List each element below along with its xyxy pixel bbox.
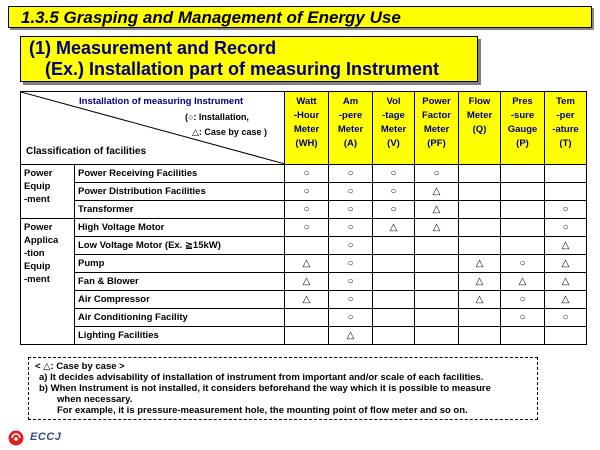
facility-name: Transformer [75,201,285,219]
column-header-line: (V) [387,138,400,149]
column-header-line: -per [556,110,575,121]
facility-name: High Voltage Motor [75,219,285,237]
mark-cell [373,309,415,327]
mark-cell [545,183,587,201]
column-header-line: Meter [337,124,364,135]
column-header-line: (P) [516,138,529,149]
mark-cell: ○ [285,219,329,237]
mark-cell: ○ [501,309,545,327]
column-header-line: Vol [386,96,401,107]
mark-cell: △ [285,273,329,291]
note-a: a) It decides advisability of installation of instrument from important and/or scale of each facilities. [39,372,484,383]
column-header-line: (PF) [427,138,446,149]
mark-cell [501,219,545,237]
facility-name: Air Conditioning Facility [75,309,285,327]
column-header-line: Meter [466,110,493,121]
group-label-line: Applica [24,235,59,246]
mark-cell [501,327,545,345]
note-heading: < △: Case by case > [35,361,125,372]
mark-cell: △ [285,291,329,309]
mark-cell: △ [545,237,587,255]
table-row [21,219,587,237]
mark-cell [415,255,459,273]
mark-cell: ○ [501,255,545,273]
legend-case-by-case: △: Case by case ) [192,127,267,137]
mark-cell [415,309,459,327]
mark-cell: △ [545,273,587,291]
group-label-line: Equip [24,261,51,272]
column-header-line: Flow [468,96,491,107]
facility-name: Lighting Facilities [75,327,285,345]
note-b-cont: when necessary. [57,394,133,405]
mark-cell: ○ [415,165,459,183]
header-diagonal-cell [21,92,285,165]
column-header-line: Gauge [507,124,538,135]
group-label-line: -ment [24,194,50,205]
column-header-line: Am [342,96,359,107]
column-header-line: -tage [382,110,405,121]
mark-cell [415,273,459,291]
column-header-2 [373,92,415,165]
mark-cell: ○ [329,165,373,183]
column-header-1 [329,92,373,165]
mark-cell [459,237,501,255]
mark-cell [285,309,329,327]
mark-cell: △ [545,291,587,309]
mark-cell: △ [415,201,459,219]
subtitle-line1: (1) Measurement and Record [29,38,277,58]
column-header-line: (A) [343,138,358,149]
mark-cell [459,165,501,183]
mark-cell: ○ [329,219,373,237]
mark-cell [459,201,501,219]
mark-cell [415,237,459,255]
mark-cell [459,327,501,345]
legend-installation: (○: Installation, [185,112,249,122]
mark-cell: ○ [285,183,329,201]
mark-cell: ○ [373,165,415,183]
mark-cell: ○ [285,165,329,183]
column-header-line: Factor [421,110,452,121]
facility-name: Power Distribution Facilities [75,183,285,201]
column-header-line: (WH) [295,138,318,149]
mark-cell: △ [545,255,587,273]
mark-cell: ○ [285,201,329,219]
table-row [21,201,587,219]
mark-cell: △ [285,255,329,273]
table-row [21,291,587,309]
note-b: b) When Instrument is not installed, it considers beforehand the way which it is possible to measure [39,383,491,394]
slide-title: 1.3.5 Grasping and Management of Energy Use [8,6,592,28]
mark-cell: ○ [329,291,373,309]
mark-cell [501,183,545,201]
mark-cell [373,237,415,255]
mark-cell [545,327,587,345]
mark-cell: △ [415,219,459,237]
mark-cell: △ [329,327,373,345]
mark-cell: △ [459,291,501,309]
column-header-line: Watt [296,96,317,107]
column-header-line: Meter [423,124,450,135]
mark-cell [415,291,459,309]
mark-cell: △ [459,273,501,291]
mark-cell: ○ [329,201,373,219]
facility-name: Air Compressor [75,291,285,309]
group-label-line: -tion [24,248,45,259]
installation-label: Installation of measuring Instrument [79,96,244,107]
subtitle-box [20,36,478,82]
mark-cell: △ [373,219,415,237]
mark-cell: ○ [545,201,587,219]
column-header-4 [459,92,501,165]
mark-cell: △ [501,273,545,291]
column-header-line: Meter [293,124,320,135]
mark-cell [415,327,459,345]
column-header-line: Meter [380,124,407,135]
mark-cell: ○ [329,273,373,291]
mark-cell [373,327,415,345]
mark-cell [459,309,501,327]
column-header-6 [545,92,587,165]
mark-cell: ○ [545,309,587,327]
column-header-line: Power [422,96,451,107]
table-row [21,309,587,327]
mark-cell [501,237,545,255]
mark-cell [285,327,329,345]
table-row [21,183,587,201]
column-header-line: Pres [512,96,533,107]
column-header-3 [415,92,459,165]
mark-cell: ○ [329,309,373,327]
group-label-line: Power [24,222,53,233]
column-header-0 [285,92,329,165]
mark-cell: ○ [329,237,373,255]
column-header-5 [501,92,545,165]
column-header-line: -Hour [293,110,320,121]
mark-cell: ○ [373,183,415,201]
mark-cell: ○ [329,183,373,201]
mark-cell [373,291,415,309]
column-header-line: (T) [559,138,572,149]
column-header-line: -sure [510,110,535,121]
group-label [21,219,75,345]
classification-label: Classification of facilities [26,146,147,157]
mark-cell [545,165,587,183]
mark-cell: △ [415,183,459,201]
mark-cell: ○ [329,255,373,273]
case-by-case-note [28,357,538,420]
mark-cell [373,255,415,273]
table-header-row [21,92,587,165]
mark-cell [285,237,329,255]
table-row [21,237,587,255]
instrument-table [20,91,587,345]
group-label-line: -ment [24,274,50,285]
column-header-line: (Q) [472,124,487,135]
column-header-line: -ature [552,124,579,135]
mark-cell [459,219,501,237]
table-row [21,273,587,291]
mark-cell: ○ [501,291,545,309]
mark-cell: ○ [545,219,587,237]
column-header-line: -pere [338,110,363,121]
subtitle-line2: (Ex.) Installation part of measuring Instrument [45,59,440,79]
group-label [21,165,75,219]
column-header-line: Tem [556,96,575,107]
group-label-line: Power [24,168,53,179]
logo-text: ECCJ [30,431,62,443]
mark-cell [501,165,545,183]
eccj-logo-icon [8,430,24,446]
mark-cell: ○ [373,201,415,219]
table-row [21,255,587,273]
table-row [21,165,587,183]
group-label-line: Equip [24,181,51,192]
mark-cell [501,201,545,219]
mark-cell [459,183,501,201]
facility-name: Fan & Blower [75,273,285,291]
mark-cell: △ [459,255,501,273]
facility-name: Low Voltage Motor (Ex. ≧15kW) [75,237,285,255]
mark-cell [373,273,415,291]
note-b-example: For example, it is pressure-measurement hole, the mounting point of flow meter and so on. [57,405,468,416]
facility-name: Power Receiving Facilities [75,165,285,183]
table-row [21,327,587,345]
facility-name: Pump [75,255,285,273]
